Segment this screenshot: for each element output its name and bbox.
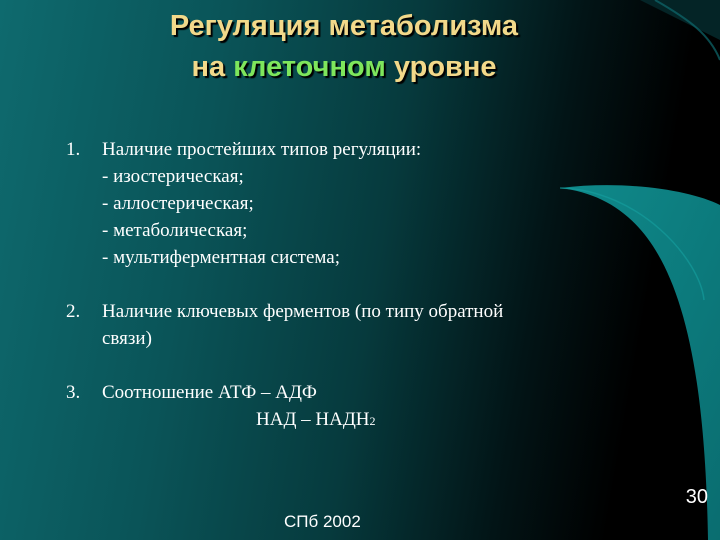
list-item-2 (66, 298, 636, 352)
page-number: 30 (685, 486, 708, 508)
title-line-1: Регуляция метаболизма (169, 10, 519, 42)
item-number: 2. (66, 301, 81, 322)
subitem: - мультиферментная система; (102, 247, 341, 268)
subitem: - метаболическая; (102, 220, 248, 241)
subitem: - изостерическая; (102, 166, 244, 187)
title-accent-word: клеточном (233, 51, 386, 83)
title-line-2-part2: уровне (385, 51, 497, 83)
item-text-line-1: Соотношение АТФ – АДФ (102, 382, 317, 403)
slide-body (66, 136, 636, 435)
footer-text: СПб 2002 (284, 512, 361, 531)
spacer (66, 271, 636, 298)
item-text-line-1: Наличие ключевых ферментов (по типу обратной (102, 301, 504, 322)
formula-text: НАД – НАДН (256, 409, 370, 430)
list-item-3 (66, 379, 636, 435)
item-text-line-2: связи) (102, 328, 152, 349)
list-item-1 (66, 136, 636, 271)
item-heading: Наличие простейших типов регуляции: (102, 139, 422, 160)
formula-subscript: 2 (369, 414, 376, 428)
slide-title (0, 6, 688, 88)
item-text-line-2 (102, 406, 636, 435)
subitem: - аллостерическая; (102, 193, 254, 214)
title-line-2-part1: на (191, 51, 234, 83)
item-number: 1. (66, 139, 81, 160)
item-number: 3. (66, 382, 81, 403)
title-line-2 (0, 47, 688, 88)
spacer (66, 352, 636, 379)
